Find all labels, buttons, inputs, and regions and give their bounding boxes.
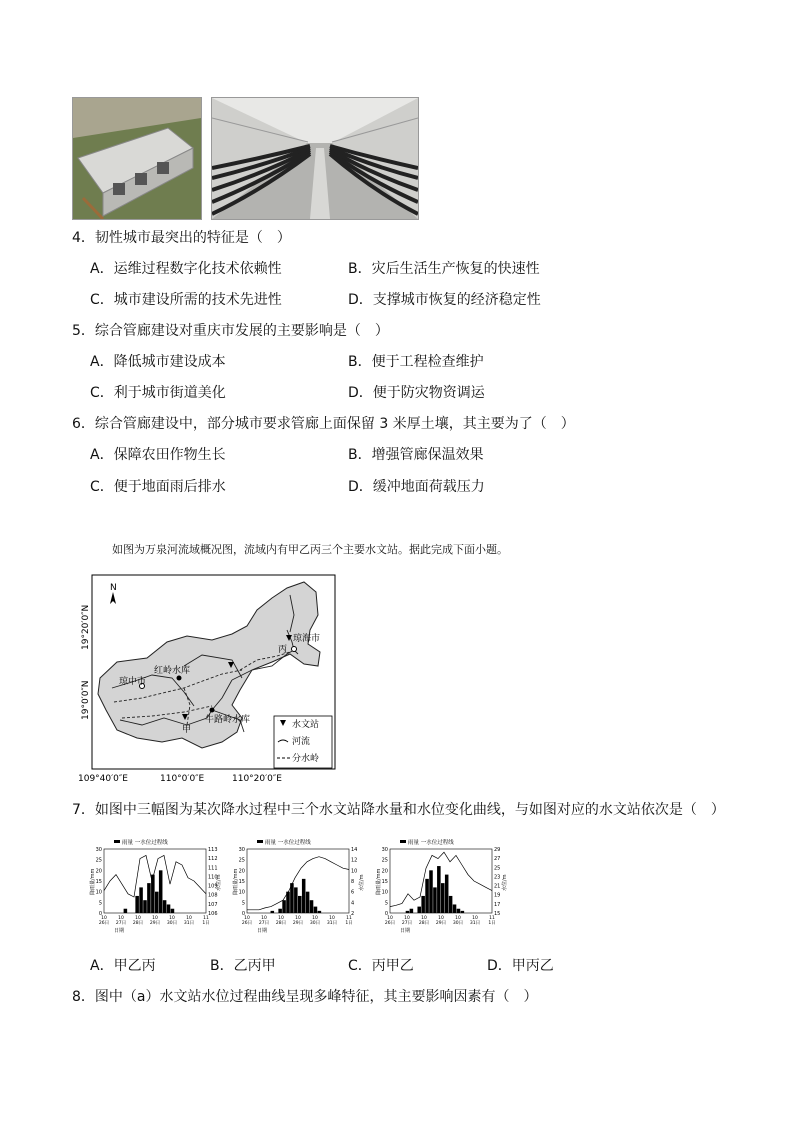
- q4-option-c[interactable]: C．城市建设所需的技术先进性: [90, 292, 282, 308]
- x-tick-label-day: 26日: [241, 921, 253, 926]
- legend-river-label: 河流: [292, 737, 311, 747]
- x-tick-label-day: 30日: [309, 921, 321, 926]
- right-tick-label: 113: [208, 847, 218, 853]
- q4-option-a[interactable]: A．运维过程数字化技术依赖性: [90, 261, 282, 277]
- wanquan-river-basin-map: [72, 570, 342, 785]
- right-tick-label: 27: [494, 856, 501, 863]
- q6-option-d[interactable]: D．缓冲地面荷载压力: [348, 479, 485, 495]
- right-tick-label: 107: [208, 901, 218, 908]
- hydrograph-panel-c: [374, 837, 514, 937]
- x-tick-label: 10: [329, 916, 335, 921]
- chart-legend: 雨量 一水位过程线: [122, 840, 168, 846]
- q5-option-b[interactable]: B．便于工程检查维护: [348, 354, 484, 370]
- rain-bar: [461, 911, 465, 913]
- right-tick-label: 12: [351, 857, 358, 864]
- hydrograph-panel-b: [231, 837, 371, 937]
- water-level-line: [104, 855, 206, 897]
- x-tick-label-day: 26日: [384, 921, 396, 926]
- right-tick-label: 19: [494, 892, 501, 899]
- left-tick-label: 30: [95, 847, 102, 853]
- left-tick-label: 20: [95, 868, 102, 875]
- left-tick-label: 20: [238, 868, 245, 875]
- y-axis-right-label: 水位/m: [216, 874, 222, 891]
- x-tick-label-day: 31日: [469, 921, 481, 926]
- q6-option-b[interactable]: B．增强管廊保温效果: [348, 447, 484, 463]
- q7-option-c[interactable]: C．丙甲乙: [348, 958, 414, 974]
- right-tick-label: 4: [351, 900, 355, 907]
- x-tick-label: 11: [346, 916, 352, 921]
- x-tick-label: 11: [203, 916, 209, 921]
- x-tick-label: 10: [472, 916, 478, 921]
- left-tick-label: 25: [381, 857, 388, 864]
- x-tick-label-day: 28日: [132, 921, 144, 926]
- right-tick-label: 15: [494, 911, 501, 917]
- rain-bar: [147, 883, 151, 913]
- q5-option-d[interactable]: D．便于防灾物资调运: [348, 385, 485, 401]
- x-tick-label-day: 27日: [401, 921, 413, 926]
- right-tick-label: 6: [351, 889, 355, 896]
- x-tick-label-day: 28日: [275, 921, 287, 926]
- x-tick-label: 10: [169, 916, 175, 921]
- right-tick-label: 14: [351, 847, 358, 853]
- rain-bar: [425, 879, 429, 913]
- left-tick-label: 5: [98, 900, 102, 907]
- chart-legend: 雨量 一水位过程线: [265, 840, 311, 846]
- rain-bar: [124, 909, 128, 913]
- rain-bar: [406, 911, 410, 913]
- rain-bar: [139, 887, 143, 913]
- rain-bar: [155, 892, 159, 913]
- x-tick-label: 10: [101, 916, 107, 921]
- q4-option-b[interactable]: B．灾后生活生产恢复的快速性: [348, 261, 540, 277]
- north-label: N: [110, 583, 117, 593]
- y-axis-right-label: 水位/m: [359, 874, 365, 891]
- qionghai-label: 琼海市: [293, 634, 321, 644]
- left-tick-label: 0: [384, 911, 388, 917]
- hongling-reservoir-dot: [177, 676, 182, 681]
- left-tick-label: 30: [238, 847, 245, 853]
- left-tick-label: 15: [95, 879, 102, 885]
- rain-bar: [286, 892, 290, 913]
- rain-bar: [318, 911, 322, 913]
- rain-bar: [421, 896, 425, 913]
- left-tick-label: 0: [241, 911, 245, 917]
- right-tick-label: 25: [494, 865, 501, 872]
- legend-rain-swatch: [400, 840, 406, 843]
- right-tick-label: 29: [494, 847, 501, 853]
- right-tick-label: 10: [351, 868, 358, 875]
- right-tick-label: 108: [208, 892, 218, 899]
- bing-label: 丙: [278, 645, 288, 655]
- right-tick-label: 2: [351, 911, 355, 917]
- rain-bar: [445, 875, 449, 913]
- left-tick-label: 15: [381, 879, 388, 885]
- x-tick-label: 10: [278, 916, 284, 921]
- q6-stem: 6．综合管廊建设中，部分城市要求管廊上面保留 3 米厚土壤，其主要为了（ ）: [72, 416, 575, 432]
- left-tick-label: 0: [98, 911, 102, 917]
- x-tick-label: 10: [244, 916, 250, 921]
- q5-stem: 5．综合管廊建设对重庆市发展的主要影响是（ ）: [72, 323, 389, 339]
- hongling-label: 红岭水库: [154, 666, 191, 676]
- rain-bar: [302, 879, 306, 913]
- x-axis-label: 日期: [114, 928, 125, 934]
- left-tick-label: 5: [384, 900, 388, 907]
- x-tick-label: 10: [438, 916, 444, 921]
- right-tick-label: 23: [494, 874, 501, 881]
- right-tick-label: 109: [208, 883, 218, 890]
- x-tick-label-day: 1日: [345, 921, 353, 926]
- lat-bottom-label: 19°0′0″N: [81, 680, 91, 720]
- rain-bar: [437, 866, 441, 913]
- x-tick-label: 10: [261, 916, 267, 921]
- x-tick-label: 11: [489, 916, 495, 921]
- x-tick-label-day: 27日: [258, 921, 270, 926]
- x-tick-label-day: 30日: [166, 921, 178, 926]
- right-tick-label: 110: [208, 874, 218, 881]
- q5-option-a[interactable]: A．降低城市建设成本: [90, 354, 226, 370]
- lon-right-label: 110°20′0″E: [232, 774, 282, 784]
- x-tick-label-day: 29日: [292, 921, 304, 926]
- qionghai-city-dot: [292, 647, 297, 652]
- q6-option-a[interactable]: A．保障农田作物生长: [90, 447, 226, 463]
- map-intro-text: 如图为万泉河流域概况图，流域内有甲乙丙三个主要水文站。据此完成下面小题。: [112, 543, 508, 556]
- rain-bar: [282, 900, 286, 913]
- left-tick-label: 10: [95, 889, 102, 896]
- x-tick-label-day: 28日: [418, 921, 430, 926]
- right-tick-label: 8: [351, 879, 355, 885]
- left-tick-label: 5: [241, 900, 245, 907]
- right-tick-label: 111: [208, 865, 218, 872]
- x-axis-label: 日期: [257, 928, 268, 934]
- x-tick-label: 10: [404, 916, 410, 921]
- legend-divide-label: 分水岭: [292, 754, 320, 764]
- rain-bar: [453, 904, 457, 913]
- q4-option-d[interactable]: D．支撑城市恢复的经济稳定性: [348, 292, 541, 308]
- legend-rain-swatch: [257, 840, 263, 843]
- left-tick-label: 20: [381, 868, 388, 875]
- left-tick-label: 30: [381, 847, 388, 853]
- left-tick-label: 15: [238, 879, 245, 885]
- rain-bar: [163, 900, 167, 913]
- rain-bar: [457, 909, 461, 913]
- left-tick-label: 25: [95, 857, 102, 864]
- rain-bar: [306, 892, 310, 913]
- q4-stem: 4．韧性城市最突出的特征是（ ）: [72, 230, 291, 246]
- rain-bar: [294, 887, 298, 913]
- y-axis-left-label: 降雨量/mm: [233, 868, 239, 895]
- x-tick-label: 10: [387, 916, 393, 921]
- lon-left-label: 109°40′0″E: [78, 774, 128, 784]
- left-tick-label: 10: [381, 889, 388, 896]
- q7-stem: 7．如图中三幅图为某次降水过程中三个水文站降水量和水位变化曲线，与如图对应的水文站依次是（ ）: [72, 802, 725, 818]
- x-tick-label: 10: [455, 916, 461, 921]
- legend-rain-swatch: [114, 840, 120, 843]
- map-legend: [274, 716, 332, 768]
- left-tick-label: 25: [238, 857, 245, 864]
- rain-bar: [135, 896, 139, 913]
- x-tick-label: 10: [312, 916, 318, 921]
- rain-bar: [433, 887, 437, 913]
- rain-bar: [310, 900, 314, 913]
- rain-bar: [429, 870, 433, 913]
- rain-bar: [143, 900, 147, 913]
- rain-bar: [441, 883, 445, 913]
- right-tick-label: 17: [494, 901, 501, 908]
- left-tick-label: 10: [238, 889, 245, 896]
- rain-bar: [171, 909, 175, 913]
- right-tick-label: 112: [208, 856, 218, 863]
- x-tick-label-day: 30日: [452, 921, 464, 926]
- rain-bar: [410, 909, 414, 913]
- x-tick-label: 10: [186, 916, 192, 921]
- utility-tunnel-construction-photo: [72, 97, 202, 220]
- rain-bar: [417, 907, 421, 913]
- hydrograph-panel-a: [88, 837, 228, 937]
- utility-tunnel-interior-photo: [211, 97, 419, 220]
- x-tick-label-day: 1日: [202, 921, 210, 926]
- q7-option-a[interactable]: A．甲乙丙: [90, 958, 156, 974]
- x-tick-label-day: 29日: [435, 921, 447, 926]
- q5-option-c[interactable]: C．利于城市街道美化: [90, 385, 226, 401]
- rain-bar: [298, 896, 302, 913]
- x-tick-label-day: 1日: [488, 921, 496, 926]
- right-tick-label: 106: [208, 911, 218, 917]
- x-tick-label-day: 27日: [115, 921, 127, 926]
- x-tick-label: 10: [421, 916, 427, 921]
- q6-option-c[interactable]: C．便于地面雨后排水: [90, 479, 226, 495]
- legend-station-label: 水文站: [292, 720, 320, 730]
- x-tick-label-day: 31日: [326, 921, 338, 926]
- q7-option-d[interactable]: D．甲丙乙: [487, 958, 554, 974]
- rain-bar: [278, 909, 282, 913]
- q7-option-b[interactable]: B．乙丙甲: [210, 958, 276, 974]
- x-tick-label: 10: [295, 916, 301, 921]
- right-tick-label: 21: [494, 883, 501, 890]
- lat-top-label: 19°20′0″N: [81, 604, 91, 650]
- y-axis-right-label: 水位/m: [502, 874, 508, 891]
- x-tick-label-day: 26日: [98, 921, 110, 926]
- qiongzhong-label: 琼中市: [119, 677, 147, 687]
- chart-legend: 雨量 一水位过程线: [408, 840, 454, 846]
- niululing-reservoir-dot: [210, 708, 215, 713]
- x-tick-label-day: 29日: [149, 921, 161, 926]
- rain-bar: [159, 870, 163, 913]
- lon-mid-label: 110°0′0″E: [160, 774, 205, 784]
- x-tick-label: 10: [135, 916, 141, 921]
- x-tick-label-day: 31日: [183, 921, 195, 926]
- x-tick-label: 10: [118, 916, 124, 921]
- rain-bar: [314, 907, 318, 913]
- x-tick-label: 10: [152, 916, 158, 921]
- x-axis-label: 日期: [400, 928, 411, 934]
- rain-bar: [271, 911, 275, 913]
- y-axis-left-label: 降雨量/mm: [90, 868, 96, 895]
- y-axis-left-label: 降雨量/mm: [376, 868, 382, 895]
- niululing-label: 牛路岭水库: [205, 715, 251, 725]
- q8-stem: 8．图中（a）水文站水位过程曲线呈现多峰特征，其主要影响因素有（ ）: [72, 989, 538, 1005]
- rain-bar: [449, 896, 453, 913]
- rain-bar: [167, 904, 171, 913]
- jia-label: 甲: [182, 725, 192, 735]
